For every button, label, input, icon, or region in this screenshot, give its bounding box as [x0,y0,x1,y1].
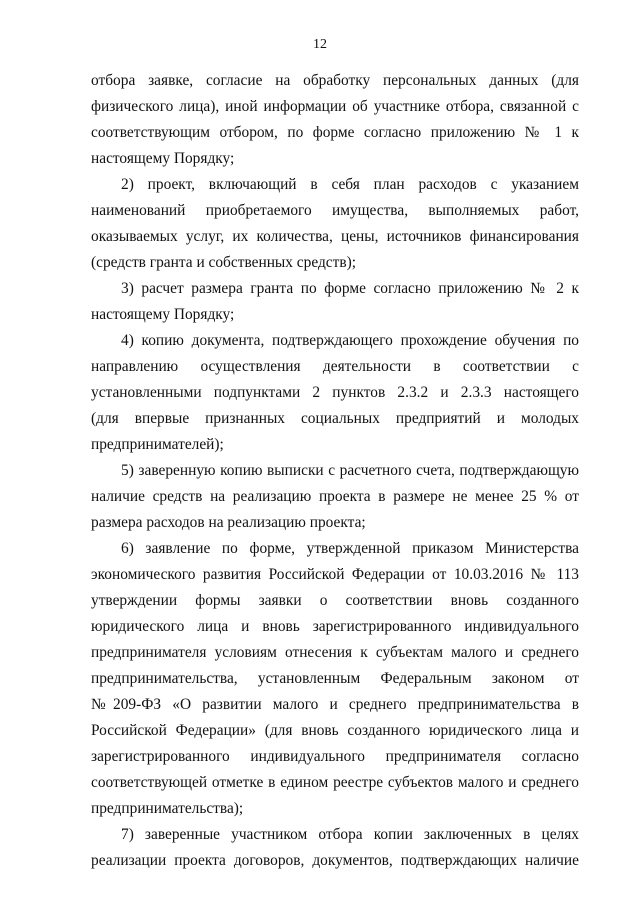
text-line: реализации проекта договоров, документов, подтверждающих наличие [91,852,579,869]
text-line: отбора заявке, согласие на обработку персональных данных (для [91,72,579,89]
text-line: Российской Федерации» (для вновь созданного юридического лица и [91,722,579,739]
list-item-6 [91,536,579,822]
text-line: наименований приобретаемого имущества, выполняемых работ, [91,202,579,219]
text-line: 4) копию документа, подтверждающего прохождение обучения по [121,332,579,349]
text-line: (для впервые признанных социальных предприятий и молодых [91,410,579,427]
paragraph-continuation [91,68,579,172]
document-body [91,68,579,874]
list-item-7 [91,822,579,874]
text-line: 6) заявление по форме, утвержденной приказом Министерства [121,540,579,557]
list-item-5 [91,458,579,536]
list-item-2 [91,172,579,276]
text-line: (средств гранта и собственных средств); [91,254,357,271]
text-line: физического лица), иной информации об участнике отбора, связанной с [91,98,579,115]
text-line: №209-ФЗ «О развитии малого и среднего предпринимательства в [91,696,579,713]
text-line: утверждении формы заявки о соответствии вновь созданного [91,592,579,609]
text-line: соответствующим отбором, по форме согласно приложению № 1 к [91,124,579,141]
text-line: размера расходов на реализацию проекта; [91,514,366,531]
text-line: оказываемых услуг, их количества, цены, источников финансирования [91,228,579,245]
text-line: зарегистрированного индивидуального предпринимателя согласно [91,748,579,765]
text-line: предпринимателя условиям отнесения к субъектам малого и среднего [91,644,579,661]
text-line: юридического лица и вновь зарегистрированного индивидуального [91,618,579,635]
text-line: 5) заверенную копию выписки с расчетного счета, подтверждающую [121,462,579,479]
text-line: 7) заверенные участником отбора копии заключенных в целях [121,826,579,843]
list-item-4 [91,328,579,458]
text-line: наличие средств на реализацию проекта в размере не менее 25 % от [91,488,579,505]
text-line: предпринимательства, установленным Федеральным законом от [91,670,579,687]
text-line: экономического развития Российской Федерации от 10.03.2016 № 113 [91,566,579,583]
text-line: предпринимателей); [91,436,224,453]
text-line: предпринимательства); [91,800,244,817]
page-number: 12 [313,37,327,52]
text-line: соответствующей отметке в едином реестре субъектов малого и среднего [91,774,579,791]
list-item-3 [91,276,579,328]
text-line: настоящему Порядку; [91,150,235,167]
text-line: настоящему Порядку; [91,306,235,323]
text-line: направлению осуществления деятельности в соответствии с [91,358,579,375]
text-line: 2) проект, включающий в себя план расходов с указанием [121,176,579,193]
text-line: 3) расчет размера гранта по форме согласно приложению № 2 к [121,280,579,297]
text-line: установленными подпунктами 2 пунктов 2.3.2 и 2.3.3 настоящего [91,384,579,401]
